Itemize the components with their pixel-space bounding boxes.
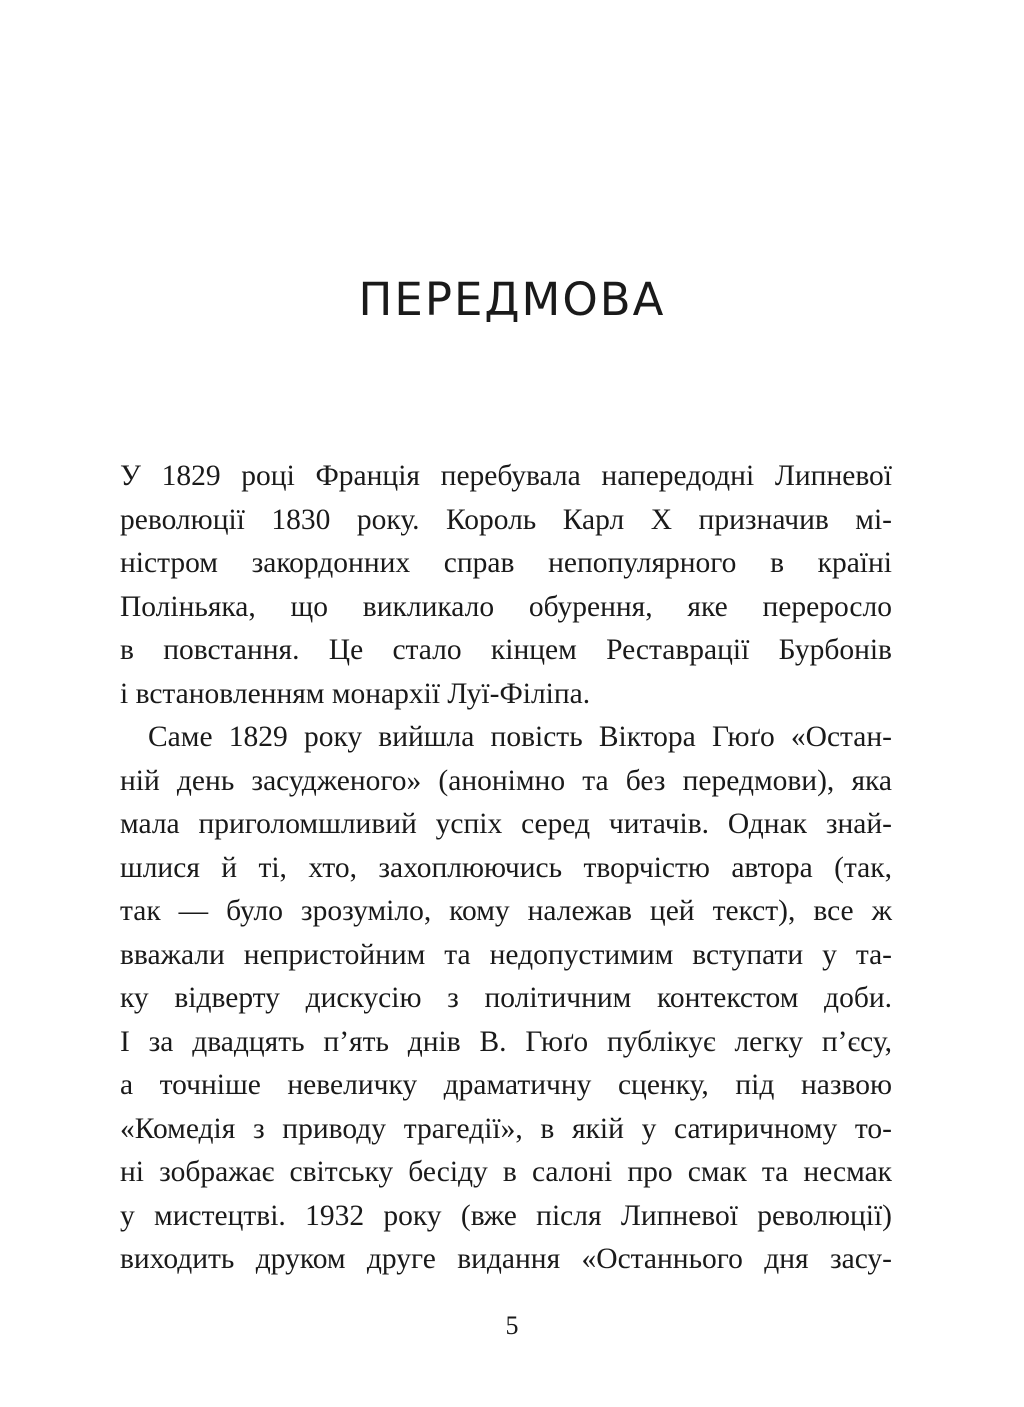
- text-line: виходить друком друге видання «Останнього дня засу-: [120, 1243, 892, 1275]
- text-line: вважали непристойним та недопустимим вступати у та-: [120, 938, 892, 971]
- text-line: ні зображає світську бесіду в салоні про смак та несмак: [120, 1156, 892, 1188]
- page-number: 5: [505, 1311, 519, 1340]
- text-line: у мистецтві. 1932 року (вже після Липневої революції): [120, 1199, 892, 1232]
- text-line: і встановленням монархії Луї-Філіпа.: [120, 677, 591, 710]
- text-line: ній день засудженого» (анонімно та без передмови), яка: [120, 764, 892, 797]
- text-line: шлися й ті, хто, захоплюючись творчістю автора (так,: [120, 851, 892, 884]
- text-line: в повстання. Це стало кінцем Реставрації Бурбонів: [120, 634, 892, 666]
- text-line: так — було зрозуміло, кому належав цей текст), все ж: [120, 895, 892, 927]
- text-line: «Комедія з приводу трагедії», в якій у сатиричному то-: [120, 1112, 892, 1145]
- page-title: ПЕРЕДМОВА: [358, 273, 666, 326]
- text-line: мала приголомшливий успіх серед читачів. Однак знай-: [120, 808, 892, 840]
- text-line: Поліньяка, що викликало обурення, яке переросло: [120, 590, 892, 623]
- text-line: а точніше невеличку драматичну сценку, під назвою: [120, 1069, 892, 1101]
- text-line: Саме 1829 року вийшла повість Віктора Гюґо «Остан-: [148, 721, 892, 753]
- text-line: І за двадцять п’ять днів В. Гюґо публікує легку п’єсу,: [120, 1025, 892, 1058]
- text-line: революції 1830 року. Король Карл Х призначив мі-: [120, 503, 892, 536]
- text-line: ку відверту дискусію з політичним контекстом доби.: [120, 982, 892, 1014]
- text-line: ністром закордонних справ непопулярного в країні: [120, 547, 892, 579]
- text-line: У 1829 році Франція перебувала напередодні Липневої: [120, 460, 892, 492]
